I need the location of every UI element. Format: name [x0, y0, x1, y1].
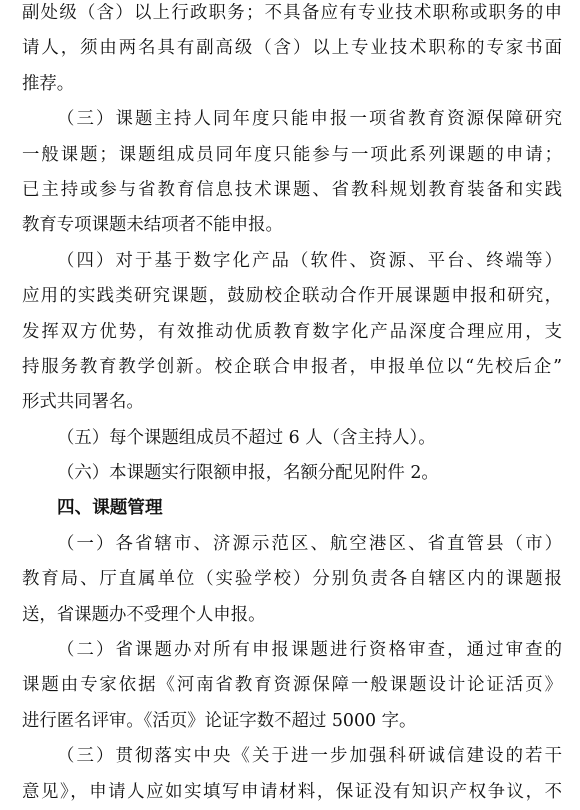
paragraph-start-6: （六）本课题实行限额申报，名额分配见附件 2。 — [57, 463, 439, 484]
paragraph-start-5: （五）每个课题组成员不超过 6 人（含主持人）。 — [57, 427, 436, 448]
text-line: 一般课题；课题组成员同年度只能参与一项此系列课题的申请； — [22, 144, 562, 165]
text-line: 教育局、厅直属单位（实验学校）分别负责各自辖区内的课题报 — [22, 569, 562, 590]
paragraph-start-3b: （三）贯彻落实中央《关于进一步加强科研诚信建设的若干 — [57, 746, 562, 767]
text-line: 课题由专家依据《河南省教育资源保障一般课题设计论证活页》 — [22, 675, 562, 696]
paragraph-start-1: （一）各省辖市、济源示范区、航空港区、省直管县（市） — [57, 533, 562, 554]
text-line: 进行匿名评审。《活页》论证字数不超过 5000 字。 — [22, 710, 417, 731]
text-line: 已主持或参与省教育信息技术课题、省教科规划教育装备和实践 — [22, 179, 562, 200]
text-line: 应用的实践类研究课题，鼓励校企联动合作开展课题申报和研究， — [22, 286, 562, 307]
paragraph-start-4: （四）对于基于数字化产品（软件、资源、平台、终端等） — [57, 250, 562, 271]
text-line: 发挥双方优势，有效推动优质教育数字化产品深度合理应用，支 — [22, 321, 562, 342]
text-line: 副处级（含）以上行政职务；不具备应有专业技术职称或职务的申 — [22, 3, 562, 23]
section-heading: 四、课题管理 — [57, 498, 163, 519]
paragraph-start-3: （三）课题主持人同年度只能申报一项省教育资源保障研究 — [57, 109, 562, 130]
text-line: 请人，须由两名具有副高级（含）以上专业技术职称的专家书面 — [22, 38, 562, 59]
text-line: 推荐。 — [22, 73, 75, 94]
text-line: 形式共同署名。 — [22, 392, 144, 413]
paragraph-start-2: （二）省课题办对所有申报课题进行资格审查，通过审查的 — [57, 640, 562, 661]
text-line: 送，省课题办不受理个人申报。 — [22, 604, 266, 625]
text-line: 意见》，申请人应如实填写申请材料，保证没有知识产权争议，不 — [22, 781, 562, 802]
text-line: 持服务教育教学创新。校企联合申报者，申报单位以“先校后企” — [22, 356, 562, 377]
text-line: 教育专项课题未结项者不能申报。 — [22, 215, 283, 236]
